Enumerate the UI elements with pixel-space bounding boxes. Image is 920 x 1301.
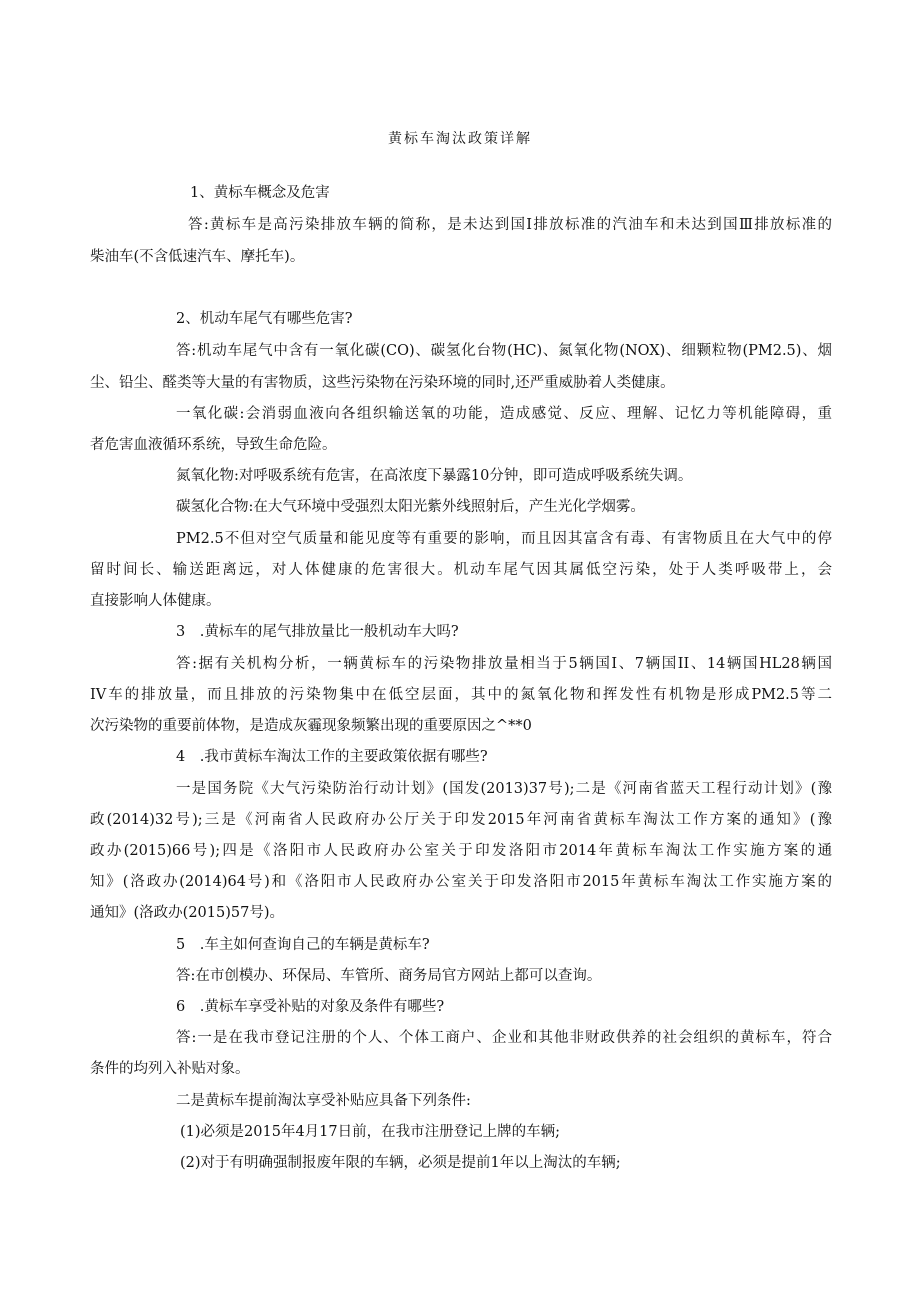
paragraph-line: 直接影响人体健康。 (90, 593, 221, 609)
paragraph-line: 答:机动车尾气中含有一氧化碳(CO)、碳氢化台物(HC)、氮氧化物(NOX)、细颗粒物(PM2.5)、烟 (176, 343, 832, 359)
paragraph-line: 条件的均列入补贴对象。 (90, 1061, 250, 1077)
paragraph-line: 碳氢化合物:在大气环境中受强烈太阳光紫外线照射后，产生光化学烟雾。 (176, 499, 645, 515)
paragraph-line: 答:一是在我市登记注册的个人、个体工商户、企业和其他非财政供养的社会组织的黄标车，符合 (176, 1030, 832, 1046)
section-heading: 4 .我市黄标车淘汰工作的主要政策依据有哪些? (176, 749, 488, 765)
paragraph-line: 次污染物的重要前体物，是造成灰霾现象频繁出现的重要原因之^**0 (90, 718, 532, 734)
paragraph-line: 政(2014)32号);三是《河南省人民政府办公厅关于印发2015年河南省黄标车淘汰工作方案的通知》(豫 (90, 812, 832, 828)
section-heading: 6 .黄标车享受补贴的对象及条件有哪些? (176, 999, 445, 1015)
paragraph-line: 氮氧化物:对呼吸系统有危害，在高浓度下暴露10分钟，即可造成呼吸系统失调。 (176, 468, 693, 484)
paragraph-line: 二是黄标车提前淘汰享受补贴应具备下列条件: (176, 1093, 471, 1109)
list-item: (1)必须是2015年4月17日前，在我市注册登记上牌的车辆; (180, 1124, 561, 1140)
paragraph-line: 者危害血液循环系统，导致生命危险。 (90, 437, 337, 453)
paragraph-line: 答:在市创模办、环保局、车管所、商务局官方网站上都可以查询。 (176, 968, 602, 984)
paragraph-line: 一氧化碳:会消弱血液向各组织输送氧的功能，造成感觉、反应、理解、记忆力等机能障碍，重 (176, 406, 832, 422)
paragraph-line: 答:黄标车是高污染排放车辆的简称，是未达到国Ⅰ排放标准的汽油车和未达到国Ⅲ排放标准的 (188, 217, 832, 233)
document-title: 黄标车淘汰政策详解 (388, 131, 532, 147)
section-heading: 2、机动车尾气有哪些危害? (176, 311, 353, 327)
section-heading: 5 .车主如何查询自己的车辆是黄标车? (176, 937, 430, 953)
paragraph-line: 知》(洛政办(2014)64号)和《洛阳市人民政府办公室关于印发洛阳市2015年黄标车淘汰工作实施方案的 (90, 874, 832, 890)
section-heading: 1、黄标车概念及危害 (190, 185, 330, 201)
paragraph-line: 政办(2015)66号);四是《洛阳市人民政府办公室关于印发洛阳市2014年黄标车淘汰工作实施方案的通 (90, 843, 832, 859)
list-item: (2)对于有明确强制报废年限的车辆，必须是提前1年以上淘汰的车辆; (180, 1155, 621, 1171)
section-heading: 3 .黄标车的尾气排放量比一般机动车大吗? (176, 624, 459, 640)
paragraph-line: 答:据有关机构分析，一辆黄标车的污染物排放量相当于5辆国I、7辆国II、14辆国HL28辆国 (176, 656, 832, 672)
paragraph-line: PM2.5不但对空气质量和能见度等有重要的影响，而且因其富含有毒、有害物质且在大气中的停 (176, 531, 832, 547)
paragraph-line: 尘、铅尘、醛类等大量的有害物质，这些污染物在污染环境的同时,还严重威胁着人类健康。 (90, 375, 675, 391)
paragraph-line: IV车的排放量，而且排放的污染物集中在低空层面，其中的氮氧化物和挥发性有机物是形成PM2.5等二 (90, 687, 832, 703)
paragraph-line: 留时间长、输送距离远，对人体健康的危害很大。机动车尾气因其属低空污染，处于人类呼吸带上，会 (90, 562, 832, 578)
paragraph-line: 一是国务院《大气污染防治行动计划》(国发(2013)37号);二是《河南省蓝天工程行动计划》(豫 (176, 781, 832, 797)
paragraph-line: 通知》(洛政办(2015)57号)。 (90, 905, 284, 921)
paragraph-line: 柴油车(不含低速汽车、摩托车)。 (90, 249, 305, 265)
